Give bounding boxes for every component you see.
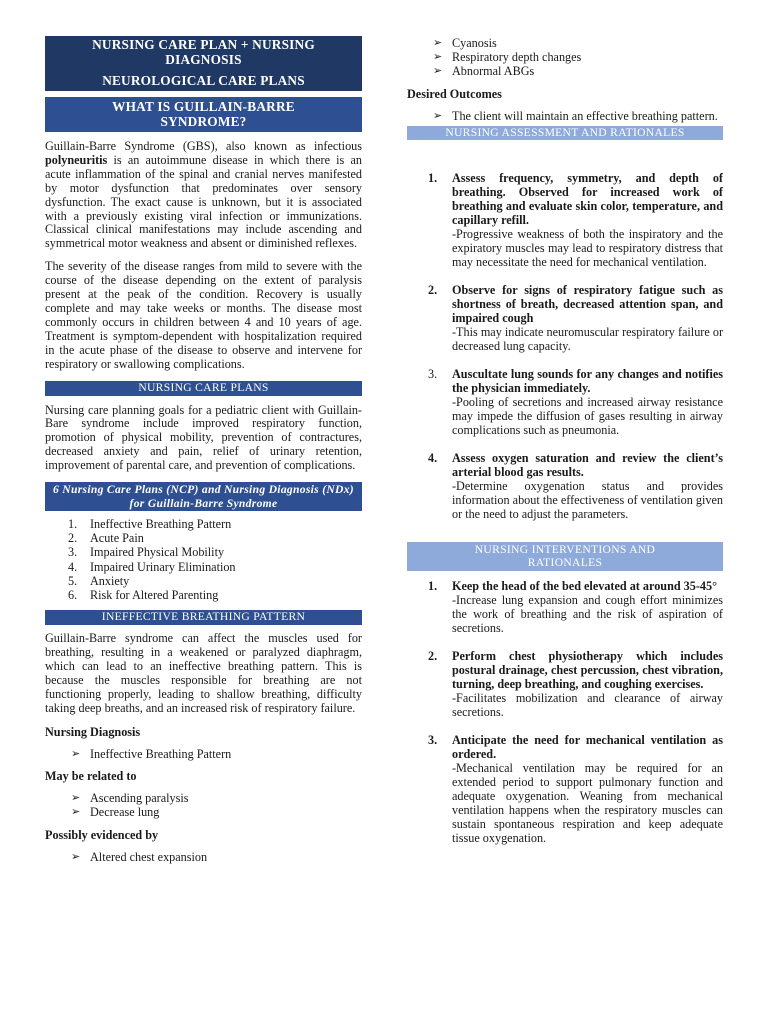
severity-paragraph: The severity of the disease ranges from mild to severe with the course of the disease depending on the extent of paralysis present at the peak of the condition. Recovery is usually complete and may take weeks or months. The disease most commonly occurs in children between 4 and 10 years of age. Treatment is symptom-dependent with hospitalization required in the acute phase of the disease to observe and intervene for respiratory or swallowing complications. [45,259,362,371]
assessment-action: Observe for signs of respiratory fatigue such as shortness of breath, decreased attention span, and impaired cough [452,283,723,325]
ibp-paragraph: Guillain-Barre syndrome can affect the muscles used for breathing, resulting in a weakened or paralyzed diaphragm, which can lead to an ineffective breathing pattern. This is because the muscles responsible for breathing are not functioning properly, leading to shallow breathing, difficulty taking deep breaths, and an increased risk of respiratory failure. [45,631,362,715]
assessment-item-3: 3. Auscultate lung sounds for any changes and notifies the physician immediately. -Pooling of secretions and increased airway resistance may impede the diffusion of gases resulting in airway complications such as pneumonia. [428,367,723,437]
document-subtitle: NEUROLOGICAL CARE PLANS [102,73,305,88]
arrow-bullet-icon: ➢ [71,791,81,804]
list-item: ➢ Ascending paralysis [71,790,189,805]
interventions-list [407,579,723,845]
list-item: ➢ Cyanosis [433,36,497,50]
nursing-care-plans-header: NURSING CARE PLANS [45,381,362,396]
arrow-bullet-icon: ➢ [71,805,81,818]
assessment-action: Auscultate lung sounds for any changes and notifies the physician immediately. [452,367,723,395]
list-item: 4. Impaired Urinary Elimination [68,559,236,574]
assessment-item-1: 1. Assess frequency, symmetry, and depth of breathing. Observed for increased work of breathing and evaluate skin color, temperature, and capillary refill. -Progressive weakness of both the inspiratory and the expiratory muscles may lead to respiratory distress that may necessitate the need for mechanical ventilation. [428,171,723,269]
list-item: ➢ The client will maintain an effective breathing pattern. [433,109,718,123]
intervention-item-2: 2. Perform chest physiotherapy which includes postural drainage, chest percussion, chest vibration, turning, deep breathing, and coughing exercises. -Facilitates mobilization and clearance of airway secretions. [428,649,723,719]
ibp-header: INEFFECTIVE BREATHING PATTERN [45,610,362,625]
intervention-rationale: -Mechanical ventilation may be required for an extended period to support pulmonary function and adequate oxygenation. Weaning from mechanical ventilation happens when the respiratory muscles can sustain spontaneous respiration and keep adequate tissue oxygenation. [452,761,723,845]
assessment-rationale: -Determine oxygenation status and provides information about the effectiveness of ventilation given or the need to adjust the parameters. [452,479,723,521]
desired-outcomes-list [407,109,723,123]
ncp-list-header: 6 Nursing Care Plans (NCP) and Nursing Diagnosis (NDx) for Guillain-Barre Syndrome [45,482,362,511]
arrow-bullet-icon: ➢ [433,110,443,122]
intro-post: is an autoimmune disease in which there is an acute inflammation of the spinal and cranial nerves manifested by motor dysfunction that predominates over sensory dysfunction. The exact cause is unknown, but it is associated with a previously existing viral infection or immunizations. Classical clinical manifestations may include ascending and symmetrical motor weakness and absent or diminished reflexes. [45,152,362,251]
interventions-header: NURSING INTERVENTIONS AND RATIONALES [407,542,723,571]
desired-outcomes-label: Desired Outcomes [407,87,502,101]
intervention-action: Perform chest physiotherapy which includes postural drainage, chest percussion, chest vibration, turning, deep breathing, and coughing exercises. [452,649,723,691]
list-item: ➢ Altered chest expansion [71,849,208,864]
assessment-item-2: 2. Observe for signs of respiratory fatigue such as shortness of breath, decreased attention span, and impaired cough -This may indicate neuromuscular respiratory failure or decreased lung capacity. [428,283,723,353]
arrow-bullet-icon: ➢ [433,65,443,77]
intervention-item-1: 1. Keep the head of the bed elevated at around 35-45° -Increase lung expansion and cough effort minimizes the work of breathing and the risk of aspiration of secretions. [428,579,723,635]
arrow-bullet-icon: ➢ [433,51,443,63]
nursing-diagnosis-list [45,747,362,761]
assessment-header: NURSING ASSESSMENT AND RATIONALES [407,126,723,140]
intro-paragraph [45,140,362,251]
ncp-list [45,517,362,602]
what-is-header: WHAT IS GUILLAIN-BARRE SYNDROME? [45,97,362,132]
list-item: 6. Risk for Altered Parenting [68,588,219,603]
intervention-action: Keep the head of the bed elevated at around 35-45° [452,579,717,593]
arrow-bullet-icon: ➢ [71,747,81,760]
care-plans-paragraph: Nursing care planning goals for a pediatric client with Guillain-Bare syndrome include improved respiratory function, promotion of physical mobility, prevention of contractures, decreased anxiety and pain, relief of urinary retention, improvement of parental care, and prevention of complications. [45,402,362,473]
assessment-rationale: -This may indicate neuromuscular respiratory failure or decreased lung capacity. [452,325,723,353]
evidenced-by-label: Possibly evidenced by [45,827,159,842]
intervention-rationale: -Increase lung expansion and cough effort minimizes the work of breathing and the risk of aspiration of secretions. [452,593,723,635]
intro-pre: Guillain-Barre Syndrome (GBS), also known as infectious [45,139,362,153]
intervention-rationale: -Facilitates mobilization and clearance of airway secretions. [452,691,723,719]
list-item: 5. Anxiety [68,573,130,588]
nursing-diagnosis-label: Nursing Diagnosis [45,724,141,739]
assessment-rationale: -Progressive weakness of both the inspiratory and the expiratory muscles may lead to respiratory distress that may necessitate the need for mechanical ventilation. [452,227,723,269]
list-item: 2. Acute Pain [68,531,144,546]
arrow-bullet-icon: ➢ [433,37,443,49]
left-column [45,36,362,864]
intervention-action: Anticipate the need for mechanical ventilation as ordered. [452,733,723,761]
assessment-action: Assess frequency, symmetry, and depth of breathing. Observed for increased work of breathing and evaluate skin color, temperature, and capillary refill. [452,171,723,227]
list-item: ➢ Abnormal ABGs [433,64,535,78]
document-title-line1: NURSING CARE PLAN + NURSING [92,37,315,52]
assessment-list [407,171,723,521]
intervention-item-3: 3. Anticipate the need for mechanical ventilation as ordered. -Mechanical ventilation may be required for an extended period to support pulmonary function and adequate oxygenation. Weaning from mechanical ventilation happens when the respiratory muscles can sustain spontaneous respiration and keep adequate tissue oxygenation. [428,733,723,845]
assessment-action: Assess oxygen saturation and review the client’s arterial blood gas results. [452,451,723,479]
list-item: ➢ Decrease lung [71,804,160,819]
right-column [407,36,723,845]
assessment-rationale: -Pooling of secretions and increased airway resistance may impede the diffusion of gases resulting in airway complications such as pneumonia. [452,395,723,437]
intro-bold-term: polyneuritis [45,152,108,167]
document-title-block [45,36,362,91]
document-title-line2: DIAGNOSIS [165,51,242,67]
list-item: 1. Ineffective Breathing Pattern [68,517,232,532]
assessment-item-4: 4. Assess oxygen saturation and review the client’s arterial blood gas results. -Determine oxygenation status and provides information about the effectiveness of ventilation given or the need to adjust the parameters. [428,451,723,521]
list-item: ➢ Respiratory depth changes [433,50,582,64]
evidenced-by-list [45,850,362,864]
related-to-list [45,791,362,819]
list-item: ➢ Ineffective Breathing Pattern [71,746,232,761]
list-item: 3. Impaired Physical Mobility [68,545,225,560]
related-to-label: May be related to [45,768,137,783]
arrow-bullet-icon: ➢ [71,850,81,863]
evidenced-by-list-continued [407,36,723,78]
